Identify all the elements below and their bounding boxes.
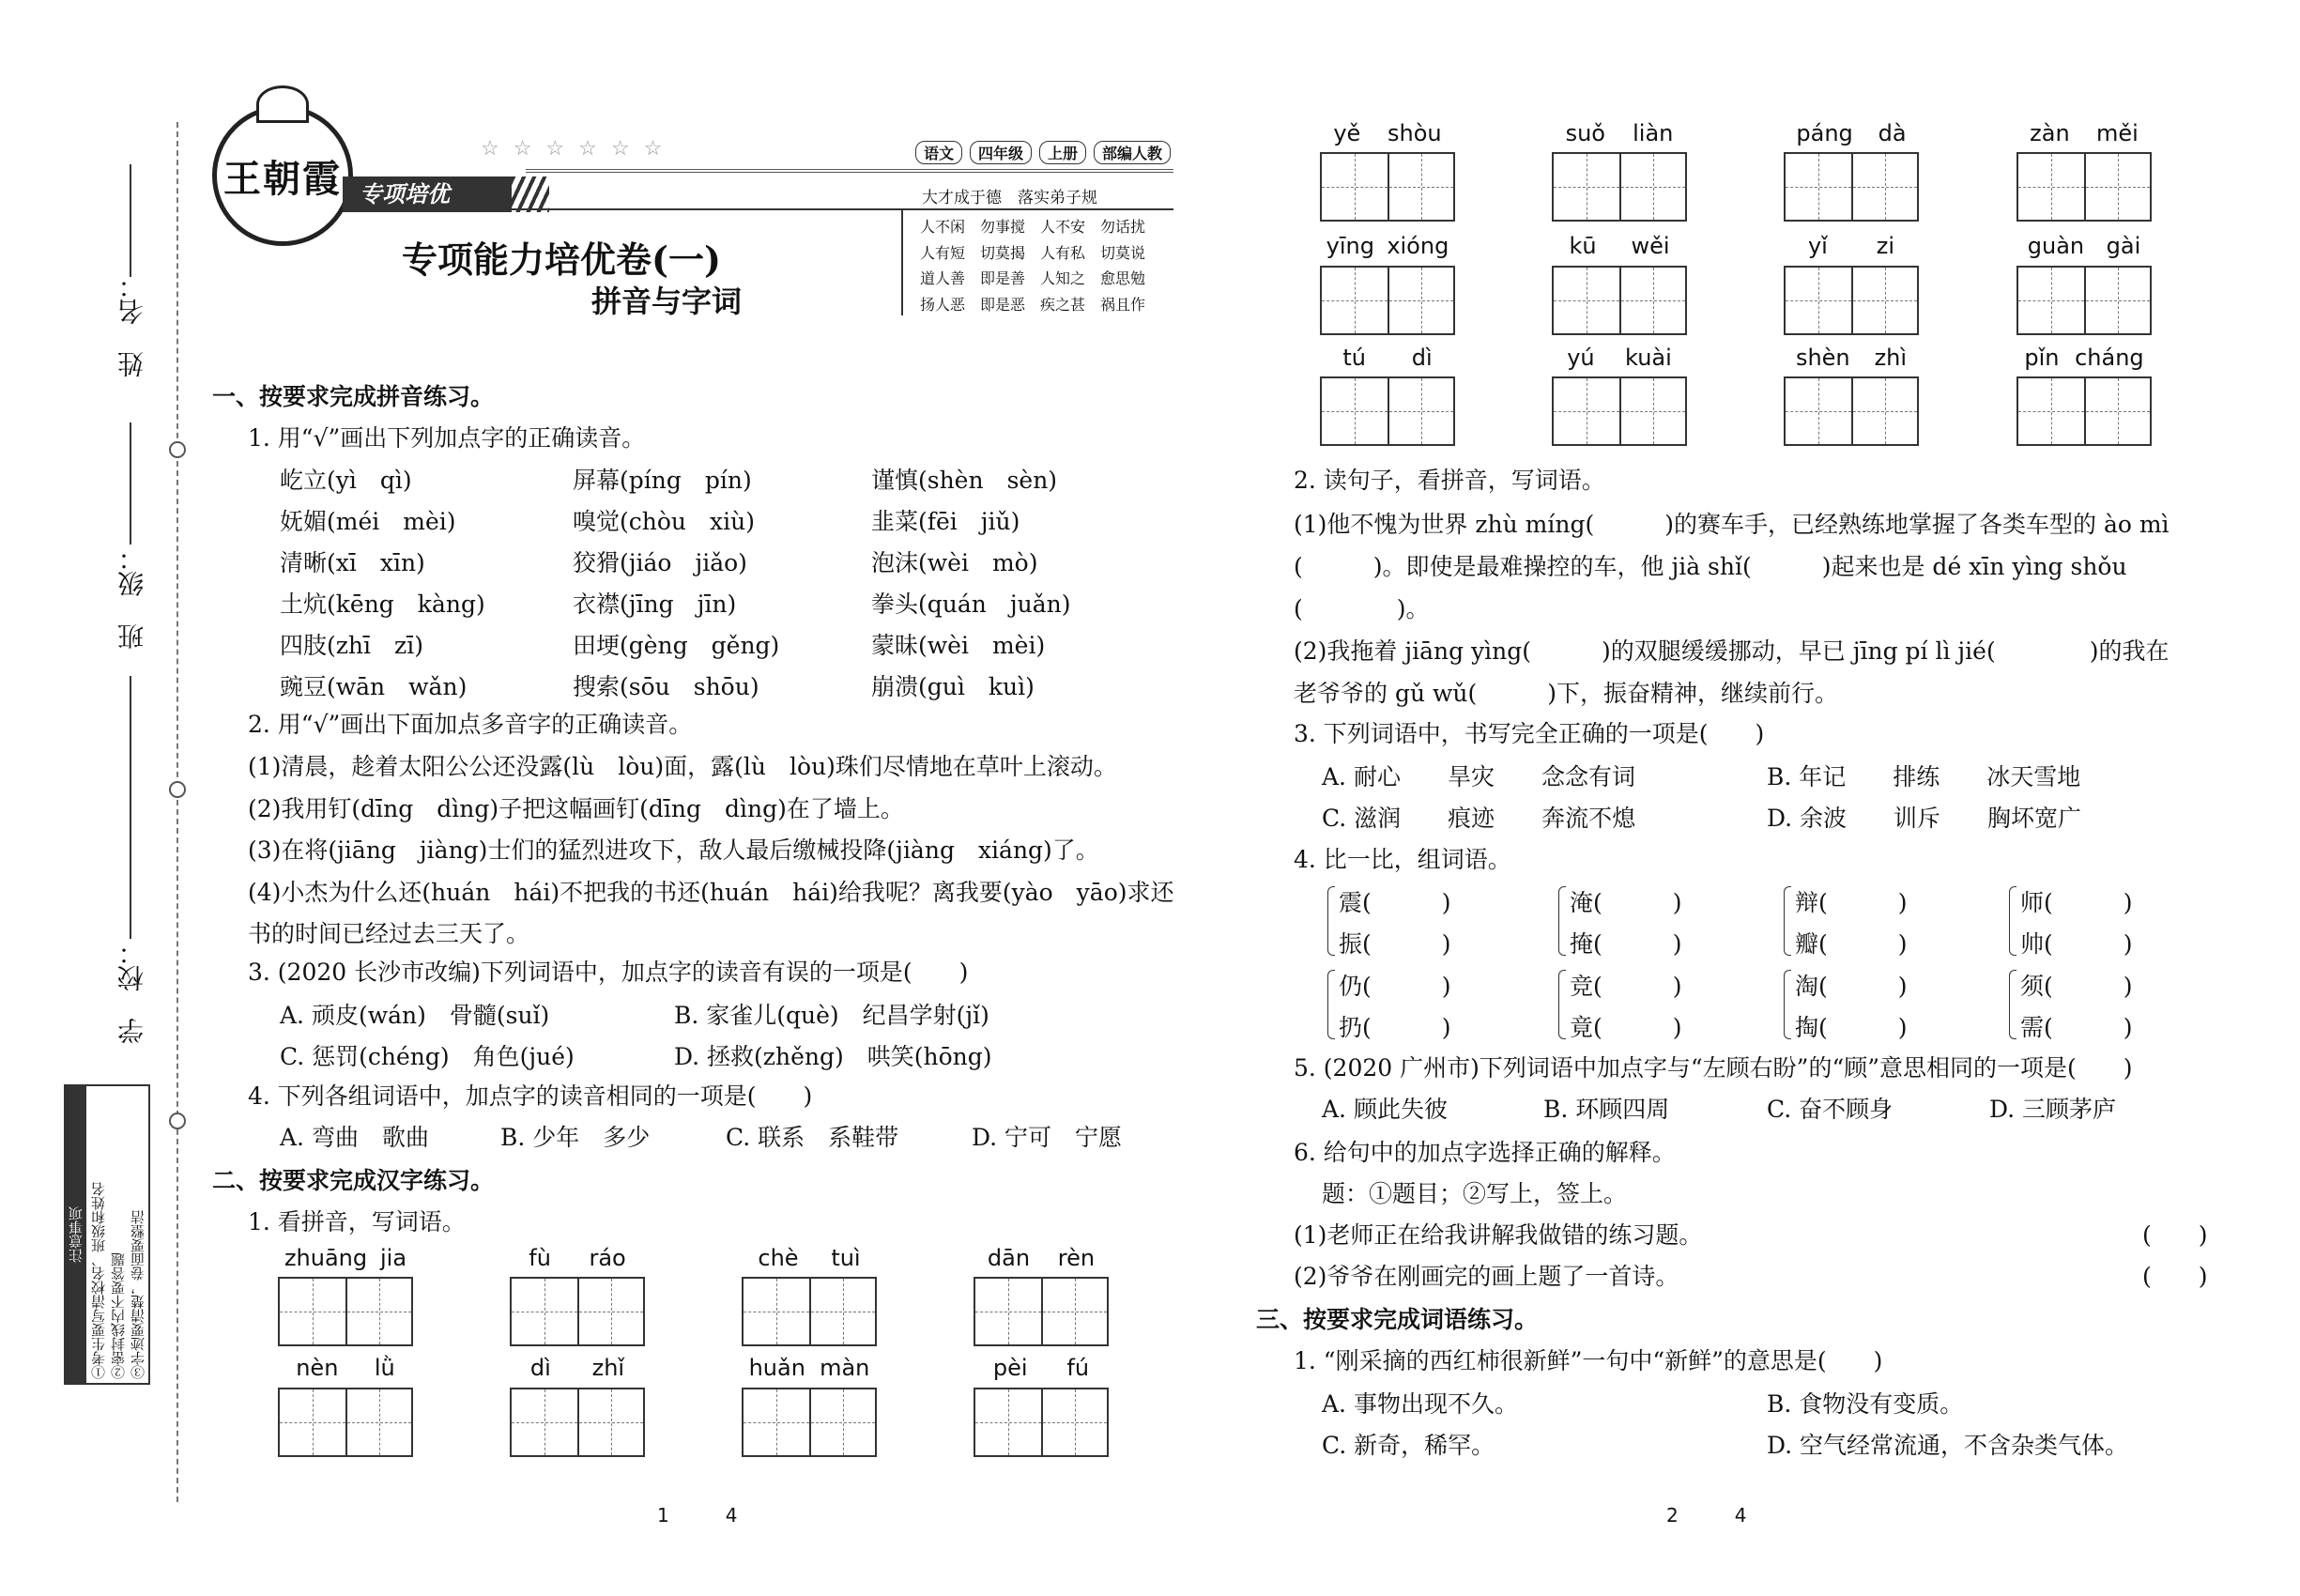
page-title: 专项能力培优卷(一) <box>402 238 721 281</box>
question-2: 2. 读句子，看拼音，写词语。 <box>1294 467 1605 494</box>
choice-item[interactable]: 韭菜(fēi jiǔ) <box>871 508 1020 535</box>
pair-brace <box>2009 970 2016 1039</box>
option-a[interactable]: A. 耐心 旱灾 念念有词 <box>1322 763 1635 790</box>
question-line[interactable]: ( )。 <box>1294 595 1430 622</box>
question-1: 1. 用“√”画出下列加点字的正确读音。 <box>248 424 646 452</box>
compare-item[interactable]: 需( ) <box>2020 1014 2133 1041</box>
pinyin-label: kū <box>1569 233 1597 259</box>
header-rule <box>357 208 1173 210</box>
class-label: 班 级： <box>116 545 147 650</box>
pinyin-label: dì <box>529 1355 551 1381</box>
answer-paren[interactable]: ( ) <box>2142 1221 2208 1249</box>
choice-item[interactable]: 搜索(sōu shōu) <box>573 673 759 700</box>
question-3-options <box>280 995 992 1078</box>
tianzige-box[interactable] <box>974 1388 1109 1457</box>
tianzige-box[interactable] <box>510 1388 645 1457</box>
compare-pair <box>1795 882 1908 965</box>
option-b[interactable]: B. 少年 多少 <box>500 1124 651 1151</box>
compare-item[interactable]: 掩( ) <box>1570 930 1682 958</box>
binding-hole <box>169 441 186 458</box>
pinyin-label: chè <box>758 1245 799 1271</box>
choice-item[interactable]: 清晰(xī xīn) <box>280 549 425 576</box>
choice-item[interactable]: 土炕(kēng kàng) <box>280 591 485 618</box>
question-line[interactable]: (4)小杰为什么还(huán hái)不把我的书还(huán hái)给我呢？离我要(yào yāo)求还 <box>248 878 1174 906</box>
choice-item[interactable]: 蒙昧(wèi mèi) <box>871 632 1046 659</box>
question-line: 书的时间已经过去三天了。 <box>248 920 530 947</box>
compare-pair <box>1570 882 1682 965</box>
pinyin-label: zhǐ <box>591 1355 625 1381</box>
pinyin-label: dà <box>1878 120 1907 146</box>
tianzige-box[interactable] <box>2016 266 2152 335</box>
compare-pair <box>2020 882 2133 965</box>
pinyin-label: rèn <box>1057 1245 1096 1271</box>
volume-badge: 上册 <box>1039 141 1086 164</box>
motto-line: 人不闲 勿事搅 人不安 勿话扰 <box>920 218 1146 236</box>
motto-line: 人有短 切莫揭 人有私 切莫说 <box>920 243 1146 262</box>
pair-brace <box>1558 970 1566 1039</box>
edition-badge: 部编人教 <box>1094 141 1171 164</box>
question-line[interactable]: ( )。即使是最难操控的车，他 jià shǐ( )起来也是 dé xīn yìng shǒu <box>1294 553 2127 580</box>
choice-item[interactable]: 谨慎(shèn sèn) <box>871 467 1058 494</box>
choice-item[interactable]: 崩溃(guì kuì) <box>871 673 1035 700</box>
pinyin-label: jia <box>380 1245 407 1271</box>
pinyin-label: pǐn <box>2024 345 2060 371</box>
choice-item[interactable]: 拳头(quán juǎn) <box>871 591 1071 618</box>
tianzige-box[interactable] <box>742 1277 877 1346</box>
compare-item[interactable]: 扔( ) <box>1339 1014 1451 1041</box>
pinyin-label: shòu <box>1388 120 1442 146</box>
compare-item[interactable]: 震( ) <box>1339 889 1451 916</box>
pinyin-label: zàn <box>2030 120 2070 146</box>
compare-item[interactable]: 淹( ) <box>1570 889 1682 916</box>
tianzige-box[interactable] <box>1552 152 1687 222</box>
question-line[interactable]: (3)在将(jiāng jiàng)士们的猛烈进攻下，敌人最后缴械投降(jiàng xiáng)了。 <box>248 836 1099 864</box>
pinyin-label: tú <box>1342 345 1366 371</box>
school-label: 学 校： <box>116 939 147 1044</box>
header-double-rule <box>526 169 1173 173</box>
section-heading: 三、按要求完成词语练习。 <box>1256 1306 1539 1333</box>
question-line[interactable]: (2)我用钉(dīng dìng)子把这幅画钉(dīng dìng)在了墙上。 <box>248 794 904 822</box>
compare-item[interactable]: 竞( ) <box>1570 973 1682 1000</box>
option-c[interactable]: C. 奋不顾身 <box>1767 1096 1894 1123</box>
tianzige-box[interactable] <box>1552 376 1687 446</box>
option-a[interactable]: A. 顽皮(wán) 骨髓(suǐ) <box>280 1002 550 1029</box>
choice-item[interactable]: 四肢(zhī zī) <box>280 632 423 659</box>
compare-item[interactable]: 淘( ) <box>1795 973 1908 1000</box>
tianzige-box[interactable] <box>278 1388 413 1457</box>
motto-line: 道人善 即是善 人知之 愈思勉 <box>920 269 1146 287</box>
choice-item[interactable]: 豌豆(wān wǎn) <box>280 673 468 700</box>
star-rating: ☆ ☆ ☆ ☆ ☆ ☆ <box>481 137 667 161</box>
pinyin-label: kuài <box>1625 345 1672 371</box>
compare-item[interactable]: 帅( ) <box>2020 930 2133 958</box>
tianzige-box[interactable] <box>510 1277 645 1346</box>
course-badges <box>915 141 1171 164</box>
definition-line: 题：①题目；②写上，签上。 <box>1322 1180 1628 1207</box>
question-3: 3. 下列词语中，书写完全正确的一项是( ) <box>1294 720 1765 747</box>
pinyin-label: màn <box>820 1355 870 1381</box>
tianzige-box[interactable] <box>2016 376 2152 446</box>
option-d[interactable]: D. 拯救(zhěng) 哄笑(hōng) <box>674 1043 992 1070</box>
binding-hole <box>169 1113 186 1129</box>
pinyin-label: páng <box>1796 120 1853 146</box>
pinyin-label: fù <box>529 1245 551 1271</box>
note-item: ③字迹要清楚，卷面要整洁 <box>130 1210 146 1379</box>
pinyin-label: yě <box>1333 120 1361 146</box>
motto-line: 扬人恶 即是恶 疾之甚 祸且作 <box>920 295 1146 314</box>
compare-item[interactable]: 掏( ) <box>1795 1014 1908 1041</box>
question-4: 4. 比一比，组词语。 <box>1294 846 1511 873</box>
motto-block <box>920 214 1145 317</box>
option-c[interactable]: C. 惩罚(chéng) 角色(jué) <box>280 1043 575 1070</box>
question-1: 1. “刚采摘的西红柿很新鲜”一句中“新鲜”的意思是( ) <box>1294 1347 1883 1374</box>
binding-hole <box>169 781 186 798</box>
pinyin-label: zhì <box>1874 345 1908 371</box>
choice-item[interactable]: 嗅觉(chòu xiù) <box>573 508 755 535</box>
choice-item[interactable]: 屹立(yì qì) <box>280 467 412 494</box>
pinyin-label: lǜ <box>374 1355 395 1381</box>
compare-pair <box>1339 966 1451 1049</box>
choice-item[interactable]: 田埂(gèng gěng) <box>573 632 780 659</box>
pinyin-label: fú <box>1066 1355 1090 1381</box>
question-line[interactable]: (1)他不愧为世界 zhù míng( )的赛车手，已经熟练地掌握了各类车型的 ào mì <box>1294 511 2170 538</box>
option-b[interactable]: B. 食物没有变质。 <box>1767 1390 1964 1418</box>
section-tag: 专项培优 <box>343 176 512 212</box>
option-d[interactable]: D. 三顾茅庐 <box>1989 1096 2117 1123</box>
option-c[interactable]: C. 滋润 痕迹 奔流不熄 <box>1322 805 1636 832</box>
tianzige-box[interactable] <box>742 1388 877 1457</box>
pinyin-label: tuì <box>831 1245 861 1271</box>
pinyin-label: cháng <box>2075 345 2144 371</box>
pair-brace <box>1327 970 1335 1039</box>
question-4: 4. 下列各组词语中，加点字的读音相同的一项是( ) <box>248 1082 813 1110</box>
note-item: ②密封线内不要答题 <box>110 1252 127 1379</box>
answer-paren[interactable]: ( ) <box>2142 1263 2208 1290</box>
pinyin-label: ráo <box>589 1245 626 1271</box>
seal-line <box>176 122 178 1502</box>
pinyin-label: pèi <box>992 1355 1028 1381</box>
tianzige-box[interactable] <box>1784 152 1919 222</box>
question-5-options <box>1322 1091 2116 1125</box>
pinyin-label: shèn <box>1795 345 1850 371</box>
question-line: (2)爷爷在刚画完的画上题了一首诗。 <box>1294 1263 1679 1290</box>
question-3-options <box>1322 757 2081 839</box>
choice-item[interactable]: 屏幕(píng pín) <box>573 467 752 494</box>
compare-pair <box>2020 966 2133 1049</box>
tianzige-box[interactable] <box>1320 376 1455 446</box>
page-number: 2 4 <box>1666 1504 1747 1527</box>
logo-badge <box>212 105 353 246</box>
pinyin-label: yú <box>1567 345 1595 371</box>
pinyin-label: zi <box>1876 233 1895 259</box>
name-input-line[interactable] <box>130 164 131 277</box>
option-d[interactable]: D. 宁可 宁愿 <box>972 1124 1123 1151</box>
crown-icon <box>256 85 309 123</box>
question-4-options <box>280 1119 1122 1153</box>
pinyin-label: nèn <box>296 1355 339 1381</box>
compare-item[interactable]: 仍( ) <box>1339 973 1451 1000</box>
option-d[interactable]: D. 余波 训斥 胸坏宽广 <box>1767 805 2082 832</box>
pair-brace <box>1784 970 1791 1039</box>
option-a[interactable]: A. 弯曲 歌曲 <box>280 1124 429 1151</box>
class-input-line[interactable] <box>130 422 131 545</box>
motto-title: 大才成于德 落实弟子规 <box>922 189 1097 207</box>
question-2-lines <box>1294 503 2170 714</box>
compare-pair <box>1795 966 1908 1049</box>
section-heading: 二、按要求完成汉字练习。 <box>212 1167 495 1194</box>
page-number: 1 4 <box>657 1504 738 1527</box>
option-d[interactable]: D. 空气经常流通，不含杂类气体。 <box>1767 1432 2129 1459</box>
pinyin-label: měi <box>2096 120 2139 146</box>
tianzige-box[interactable] <box>1784 266 1919 335</box>
compare-item[interactable]: 瓣( ) <box>1795 930 1908 958</box>
page-subtitle: 拼音与字词 <box>591 284 743 319</box>
question-6: 6. 给句中的加点字选择正确的解释。 <box>1294 1139 1676 1166</box>
option-b[interactable]: B. 家雀儿(què) 纪昌学射(jǐ) <box>674 1002 989 1029</box>
tianzige-box[interactable] <box>1784 376 1919 446</box>
choice-item[interactable]: 泡沫(wèi mò) <box>871 549 1038 576</box>
choice-item[interactable]: 妩媚(méi mèi) <box>280 508 456 535</box>
pinyin-label: xióng <box>1387 233 1449 259</box>
compare-pair <box>1339 882 1451 965</box>
pinyin-label: zhuāng <box>284 1245 368 1271</box>
question-1: 1. 看拼音，写词语。 <box>248 1208 466 1235</box>
choice-item[interactable]: 衣襟(jīng jīn) <box>573 591 737 618</box>
note-item: ①考生要写清校名、班级和姓名 <box>90 1182 107 1379</box>
option-b[interactable]: B. 环顾四周 <box>1543 1096 1670 1123</box>
subject-badge: 语文 <box>915 141 962 164</box>
pinyin-label: dì <box>1411 345 1433 371</box>
compare-item[interactable]: 须( ) <box>2020 973 2133 1000</box>
choice-item[interactable]: 狡猾(jiáo jiǎo) <box>573 549 747 576</box>
question-line[interactable]: 老爷爷的 gǔ wǔ( )下，振奋精神，继续前行。 <box>1294 680 1839 707</box>
question-line: (1)老师正在给我讲解我做错的练习题。 <box>1294 1221 1703 1249</box>
tianzige-box[interactable] <box>278 1277 413 1346</box>
question-5: 5. (2020 广州市)下列词语中加点字与“左顾右盼”的“顾”意思相同的一项是( ) <box>1294 1054 2133 1082</box>
logo-text: 王朝霞 <box>223 156 342 201</box>
compare-item[interactable]: 师( ) <box>2020 889 2133 916</box>
option-b[interactable]: B. 年记 排练 冰天雪地 <box>1767 763 2081 790</box>
question-2-lines <box>248 746 1174 956</box>
tianzige-box[interactable] <box>1320 266 1455 335</box>
pair-brace <box>1327 886 1335 956</box>
compare-item[interactable]: 辩( ) <box>1795 889 1908 916</box>
pair-brace <box>2009 886 2016 956</box>
motto-divider <box>901 210 903 315</box>
question-2: 2. 用“√”画出下面加点多音字的正确读音。 <box>248 711 693 738</box>
notes-title: 注意事项 <box>66 1086 86 1383</box>
pinyin-label: yīng <box>1326 233 1374 259</box>
pinyin-label: wěi <box>1631 233 1670 259</box>
compare-item[interactable]: 竟( ) <box>1570 1014 1682 1041</box>
tianzige-box[interactable] <box>1320 152 1455 222</box>
pair-brace <box>1558 886 1566 956</box>
option-c[interactable]: C. 新奇，稀罕。 <box>1322 1432 1495 1459</box>
compare-item[interactable]: 振( ) <box>1339 930 1451 958</box>
tianzige-box[interactable] <box>1552 266 1687 335</box>
tag-stripes <box>512 176 549 212</box>
question-1-options <box>1322 1384 2128 1466</box>
pinyin-label: liàn <box>1633 120 1674 146</box>
grade-badge: 四年级 <box>970 141 1032 164</box>
option-a[interactable]: A. 事物出现不久。 <box>1322 1390 1518 1418</box>
pinyin-choice-table <box>280 460 1070 708</box>
question-3: 3. (2020 长沙市改编)下列词语中，加点字的读音有误的一项是( ) <box>248 959 969 986</box>
name-label: 姓 名： <box>116 272 147 377</box>
section-heading: 一、按要求完成拼音练习。 <box>212 383 495 410</box>
pinyin-label: gài <box>2106 233 2141 259</box>
option-c[interactable]: C. 联系 系鞋带 <box>726 1124 899 1151</box>
school-input-line[interactable] <box>130 676 131 939</box>
question-line[interactable]: (1)清晨，趁着太阳公公还没露(lù lòu)面，露(lù lòu)珠们尽情地在草叶上滚动。 <box>248 753 1117 780</box>
notes-box <box>64 1084 150 1385</box>
compare-pair <box>1570 966 1682 1049</box>
pinyin-label: guàn <box>2027 233 2085 259</box>
pinyin-label: dān <box>987 1245 1031 1271</box>
tianzige-box[interactable] <box>974 1277 1109 1346</box>
pinyin-label: suǒ <box>1565 120 1605 146</box>
pinyin-label: huǎn <box>748 1355 805 1381</box>
pair-brace <box>1784 886 1791 956</box>
question-line[interactable]: (2)我拖着 jiāng yìng( )的双腿缓缓挪动，早已 jīng pí lì jié( )的我在 <box>1294 637 2170 665</box>
option-a[interactable]: A. 顾此失彼 <box>1322 1096 1448 1123</box>
tianzige-box[interactable] <box>2016 152 2152 222</box>
pinyin-label: yǐ <box>1807 233 1828 259</box>
